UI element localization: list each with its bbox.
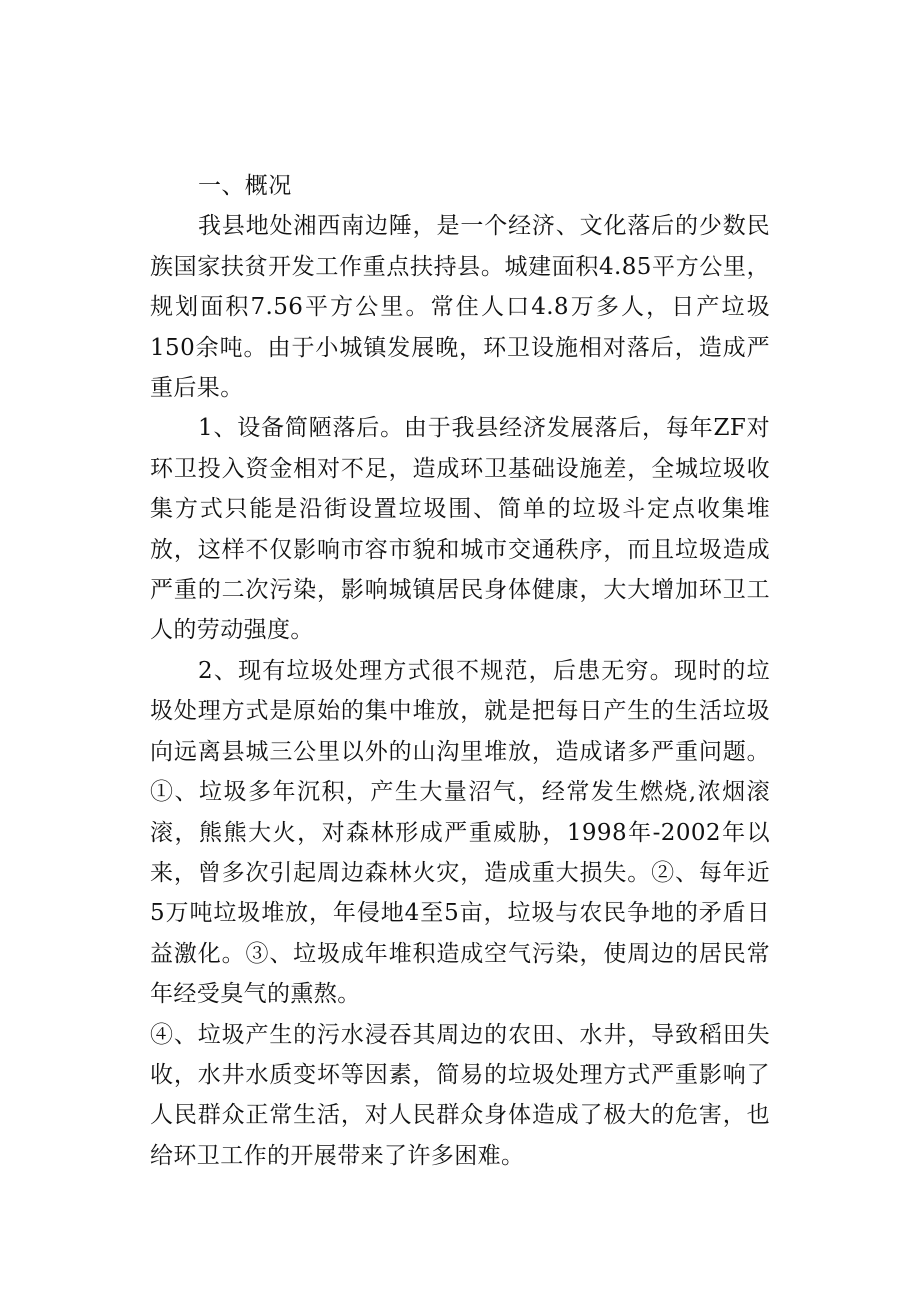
- paragraph-water-pollution: ④、垃圾产生的污水浸吞其周边的农田、水井，导致稻田失收，水井水质变坏等因素，简易的垃圾处理方式严重影响了人民群众正常生活，对人民群众身体造成了极大的危害，也给环卫工作的开展带来了许多困难。: [150, 1021, 770, 1169]
- paragraph-equipment: 1、设备简陋落后。由于我县经济发展落后，每年ZF对环卫投入资金相对不足，造成环卫基础设施差，全城垃圾收集方式只能是沿街设置垃圾围、简单的垃圾斗定点收集堆放，这样不仅影响市容市貌和城市交通秩序，而且垃圾造成严重的二次污染，影响城镇居民身体健康，大大增加环卫工人的劳动强度。: [150, 415, 770, 644]
- section-heading: 一、概况: [198, 173, 292, 199]
- paragraph-overview: 我县地处湘西南边陲，是一个经济、文化落后的少数民族国家扶贫开发工作重点扶持县。城建面积4.85平方公里，规划面积7.56平方公里。常住人口4.8万多人，日产垃圾150余吨。由于小城镇发展晚，环卫设施相对落后，造成严重后果。: [150, 213, 770, 402]
- document-body: [150, 166, 770, 1176]
- paragraph-disposal: 2、现有垃圾处理方式很不规范，后患无穷。现时的垃圾处理方式是原始的集中堆放，就是把每日产生的生活垃圾向远离县城三公里以外的山沟里堆放，造成诸多严重问题。①、垃圾多年沉积，产生大量沼气，经常发生燃烧,浓烟滚滚，熊熊大火，对森林形成严重威胁，1998年-2002年以来，曾多次引起周边森林火灾，造成重大损失。②、每年近5万吨垃圾堆放，年侵地4至5亩，垃圾与农民争地的矛盾日益激化。③、垃圾成年堆积造成空气污染，使周边的居民常年经受臭气的熏熬。: [150, 657, 770, 1008]
